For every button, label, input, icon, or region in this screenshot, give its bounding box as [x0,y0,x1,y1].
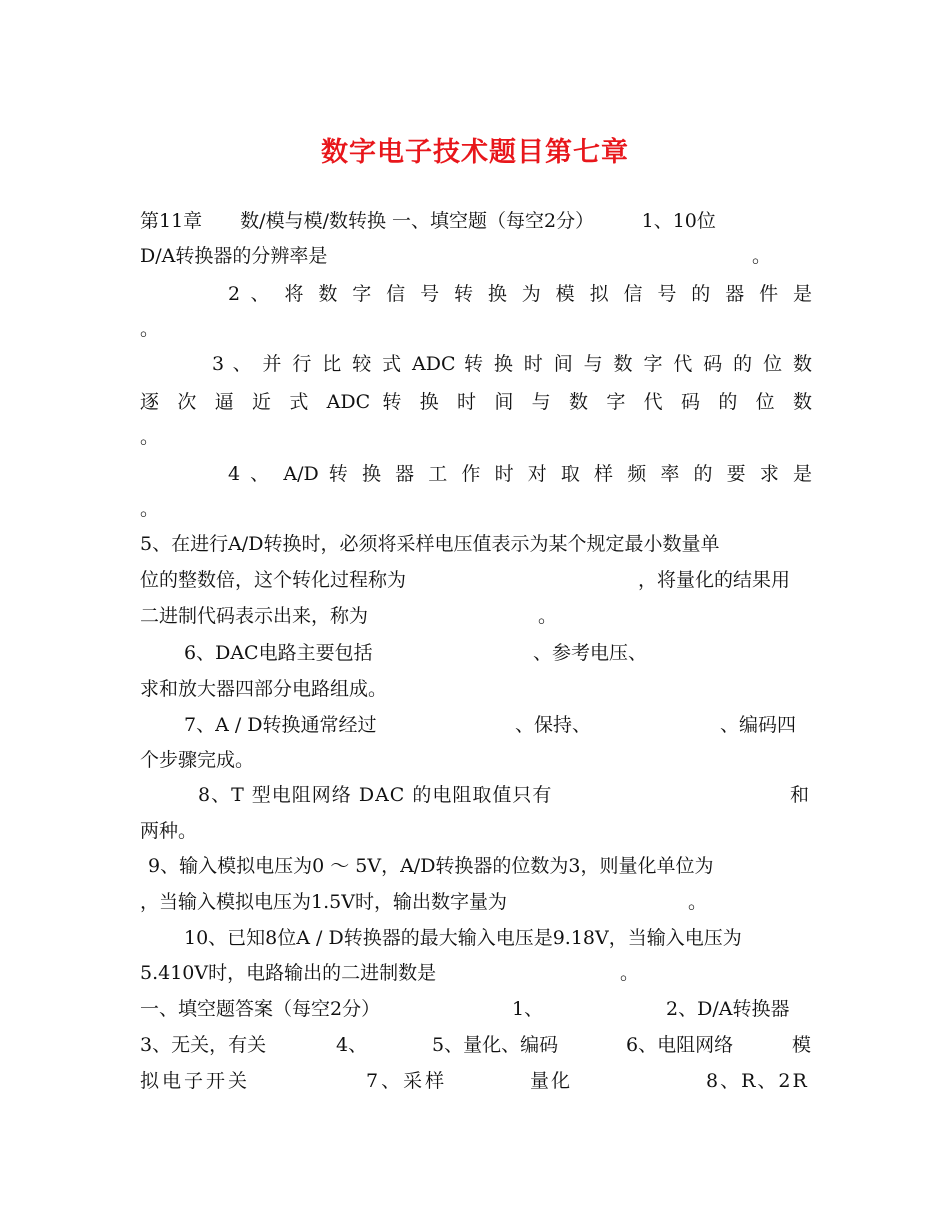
text-line [140,712,812,738]
question-text: 、参考电压、 [533,642,648,664]
text-line [140,567,812,593]
page-title: 数字电子技术题目第七章 [321,137,629,168]
punctuation: 。 [538,605,558,627]
answer-line [140,1068,812,1094]
punctuation: 。 [688,891,708,913]
question-text: ，当输入模拟电压为1.5V时，输出数字量为 [140,891,507,913]
question-text: 二进制代码表示出来，称为 [140,605,369,627]
chapter-heading: 第11章 数/模与模/数转换 一、填空题（每空2分） 1、10位 [140,210,716,232]
answer-text: 2、D/A转换器 [666,998,790,1020]
punctuation: 。 [140,426,160,448]
answer-text: 模 [792,1034,812,1056]
answer-text: 3、无关，有关 [140,1034,267,1056]
answer-text: 5、量化、编码 [432,1034,559,1056]
answer-text: 6、电阻网络 [626,1034,734,1056]
question-text: 求和放大器四部分电路组成。 [140,678,388,700]
question-text: 2 、 将 数 字 信 号 转 换 为 模 拟 信 号 的 器 件 是 [228,283,812,305]
answer-text: 1、 [512,998,544,1020]
text-line [228,281,812,307]
text-line [140,853,812,879]
text-line [140,208,812,234]
punctuation: 。 [140,318,160,340]
question-text: 3 、 并 行 比 较 式 ADC 转 换 时 间 与 数 字 代 码 的 位 数 [212,353,812,375]
answer-line [140,996,812,1022]
question-text: 6、DAC电路主要包括 [184,642,373,664]
text-line [140,316,812,342]
question-text: 9、输入模拟电压为0 ～ 5V，A/D转换器的位数为3，则量化单位为 [148,855,714,877]
question-text: 8、T 型电阻网络 DAC 的电阻取值只有 [198,784,553,806]
text-line [140,531,812,557]
text-line [140,960,812,986]
answer-text: 拟电子开关 [140,1070,251,1092]
text-line [140,243,812,269]
text-line [140,424,812,450]
question-text: 和 [790,784,810,806]
answer-text: 量化 [530,1070,573,1092]
punctuation: 。 [620,962,640,984]
question-text: 5.410V时，电路输出的二进制数是 [140,962,437,984]
text-line [140,389,812,415]
answer-text: 8、R、2R [706,1070,809,1092]
question-text: 10、已知8位A / D转换器的最大输入电压是9.18V，当输入电压为 [184,927,742,949]
text-line [228,461,812,487]
question-text: 、保持、 [515,714,592,736]
text-line [140,603,812,629]
answer-line [140,1032,812,1058]
text-line [140,676,812,702]
question-text: 个步骤完成。 [140,749,255,771]
question-text: ，将量化的结果用 [638,569,791,591]
question-text: 、编码四 [720,714,797,736]
text-line [140,782,812,808]
text-line [140,925,812,951]
answer-heading: 一、填空题答案（每空2分） [140,998,381,1020]
text-line [212,351,812,377]
text-line [140,496,812,522]
question-text: 4 、 A/D 转 换 器 工 作 时 对 取 样 频 率 的 要 求 是 [228,463,812,485]
question-text: 5、在进行A/D转换时，必须将采样电压值表示为某个规定最小数量单 [140,533,720,555]
text-line [140,640,812,666]
punctuation: 。 [140,498,160,520]
answer-text: 7、采样 [366,1070,448,1092]
question-text: 位的整数倍，这个转化过程称为 [140,569,407,591]
question-text: 两种。 [140,820,198,842]
text-line [140,747,812,773]
question-text: 7、A / D转换通常经过 [184,714,377,736]
answer-text: 4、 [336,1034,368,1056]
question-text: D/A转换器的分辨率是 [140,245,328,267]
question-text: 逐 次 逼 近 式 ADC 转 换 时 间 与 数 字 代 码 的 位 数 [140,391,812,413]
text-line [140,818,812,844]
text-line [140,889,812,915]
punctuation: 。 [752,245,772,267]
